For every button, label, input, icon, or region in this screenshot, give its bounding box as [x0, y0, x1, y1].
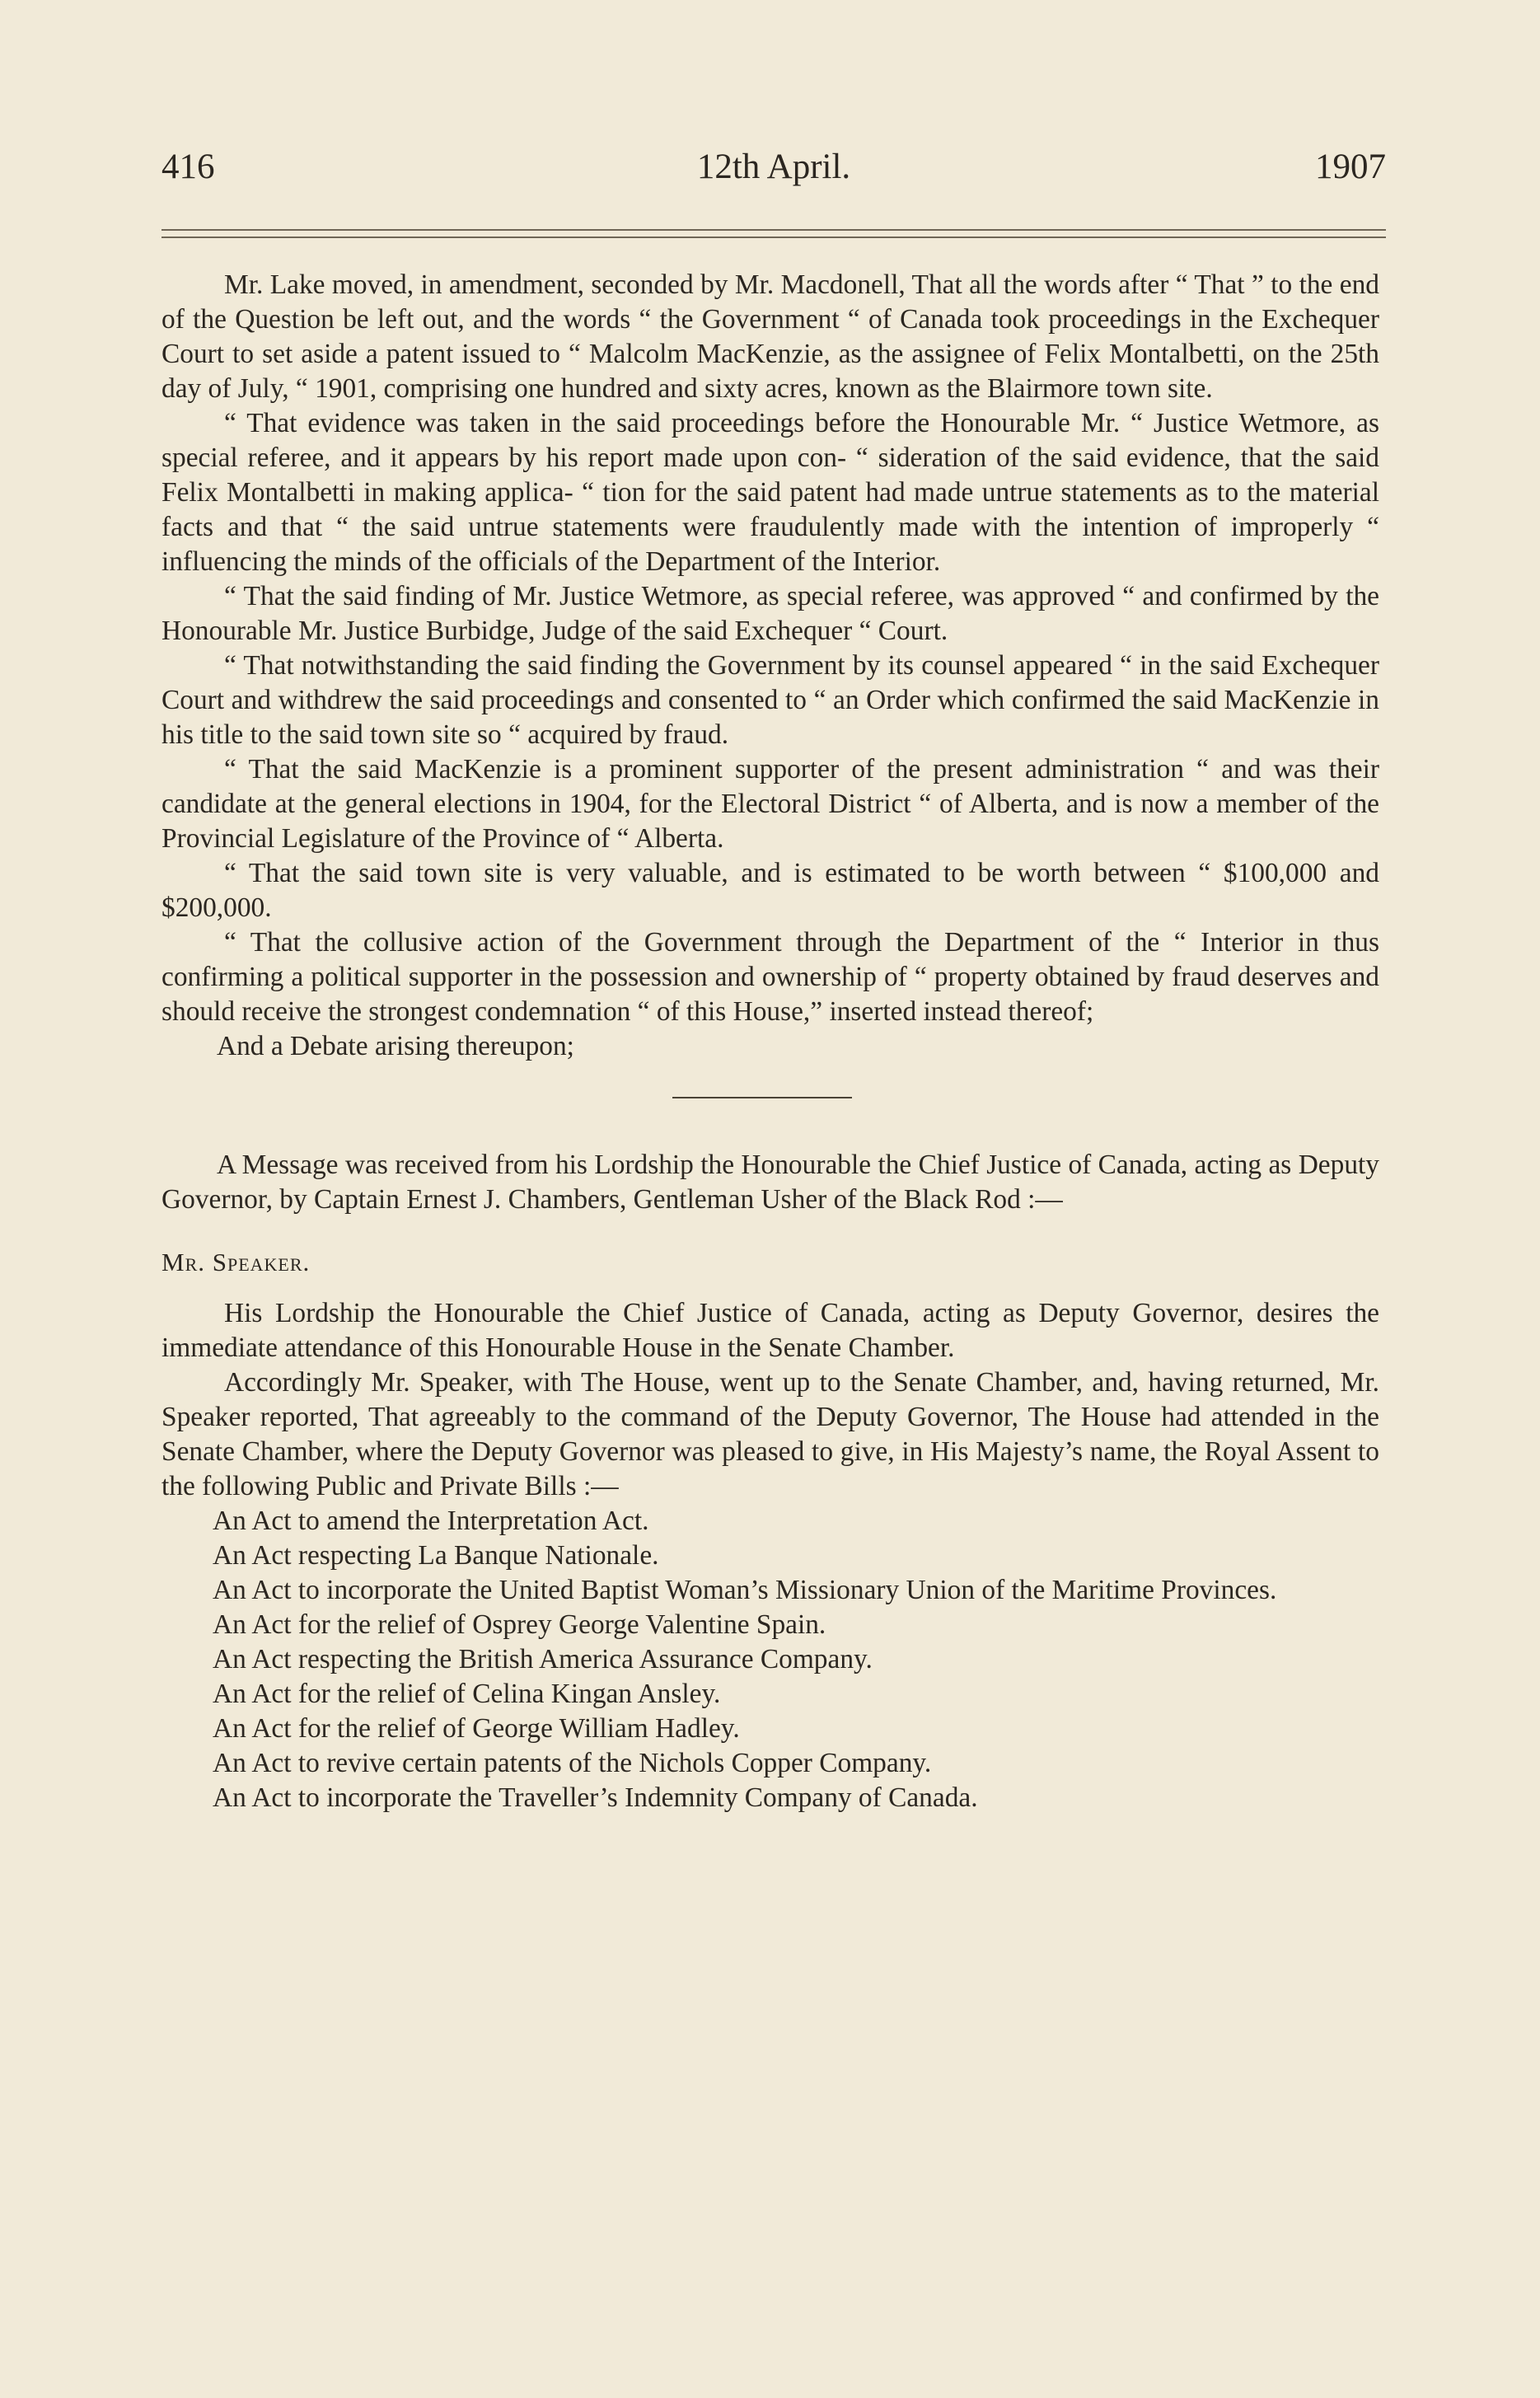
- speaker-report: Accordingly Mr. Speaker, with The House, went up to the Senate Chamber, and, having returned, Mr. Speaker reported, That agreeably to the command of the Deputy Governor, The House had attended in the Senate Chamber, where the Deputy Governor was pleased to give, in His Majesty’s name, the Royal Assent to the following Public and Private Bills :—: [161, 1367, 1379, 1501]
- page-number: 416: [161, 148, 215, 186]
- act-item: An Act to incorporate the Traveller’s Indemnity Company of Canada.: [213, 1782, 978, 1813]
- amendment-paragraph: “ That notwithstanding the said finding the Government by its counsel appeared “ in the said Exchequer Court and withdrew the said proceedings and consented to “ an Order which confirmed the said MacKenzie in his title to the said town site so “ acquired by fraud.: [161, 650, 1379, 750]
- act-item: An Act respecting La Banque Nationale.: [213, 1540, 659, 1571]
- amendment-paragraph: Mr. Lake moved, in amendment, seconded by Mr. Macdonell, That all the words after “ That ” to the end of the Question be left out, and the words “ the Government “ of Canada took proceedings in the Exchequer Court to set aside a patent issued to “ Malcolm MacKenzie, as the assignee of Felix Montalbetti, on the 25th day of July, “ 1901, comprising one hundred and sixty acres, known as the Blairmore town site.: [161, 269, 1379, 404]
- act-item: An Act for the relief of Osprey George Valentine Spain.: [213, 1609, 826, 1640]
- salutation: Mr. Speaker.: [161, 1248, 311, 1276]
- act-item: An Act for the relief of George William Hadley.: [213, 1713, 740, 1744]
- act-item: An Act respecting the British America Assurance Company.: [213, 1644, 873, 1674]
- act-item: An Act to incorporate the United Baptist Woman’s Missionary Union of the Maritime Provinces.: [213, 1575, 1277, 1605]
- amendment-paragraph: “ That the said MacKenzie is a prominent supporter of the present administration “ and was their candidate at the general elections in 1904, for the Electoral District “ of Alberta, and is now a member of the Provincial Legislature of the Province of “ Alberta.: [161, 754, 1379, 854]
- amendment-paragraph: “ That the said finding of Mr. Justice Wetmore, as special referee, was approved “ and confirmed by the Honourable Mr. Justice Burbidge, Judge of the said Exchequer “ Court.: [161, 581, 1379, 646]
- header-rule-bottom: [161, 237, 1386, 238]
- debate-line: And a Debate arising thereupon;: [217, 1031, 574, 1061]
- section-separator-wrap: [161, 1064, 1379, 1120]
- page-date: 12th April.: [696, 148, 851, 186]
- amendment-paragraph: “ That evidence was taken in the said proceedings before the Honourable Mr. “ Justice Wetmore, as special referee, and it appears by his report made upon con- “ sideration of the said evidence, that the said Felix Montalbetti in making applica- “ tion for the said patent had made untrue statements as to the material facts and that “ the said untrue statements were fraudulently made with the intention of improperly “ influencing the minds of the officials of the Department of the Interior.: [161, 408, 1379, 577]
- amendment-paragraph: “ That the said town site is very valuable, and is estimated to be worth between “ $100,000 and $200,000.: [161, 858, 1379, 923]
- message-intro: A Message was received from his Lordship the Honourable the Chief Justice of Canada, acting as Deputy Governor, by Captain Ernest J. Chambers, Gentleman Usher of the Black Rod :—: [161, 1150, 1379, 1215]
- act-item: An Act to revive certain patents of the Nichols Copper Company.: [213, 1748, 932, 1778]
- section-separator: [672, 1097, 852, 1098]
- act-item: An Act for the relief of Celina Kingan Ansley.: [213, 1679, 721, 1709]
- header-rule-top: [161, 229, 1386, 231]
- message-text: His Lordship the Honourable the Chief Justice of Canada, acting as Deputy Governor, desires the immediate attendance of this Honourable House in the Senate Chamber.: [161, 1298, 1379, 1363]
- journal-body: [161, 268, 1379, 1815]
- page-year: 1907: [1315, 148, 1386, 186]
- amendment-paragraph: “ That the collusive action of the Government through the Department of the “ Interior in thus confirming a political supporter in the possession and ownership of “ property obtained by fraud deserves and should receive the strongest condemnation “ of this House,” inserted instead thereof;: [161, 927, 1379, 1027]
- act-item: An Act to amend the Interpretation Act.: [213, 1506, 649, 1536]
- page-header: [161, 147, 1386, 196]
